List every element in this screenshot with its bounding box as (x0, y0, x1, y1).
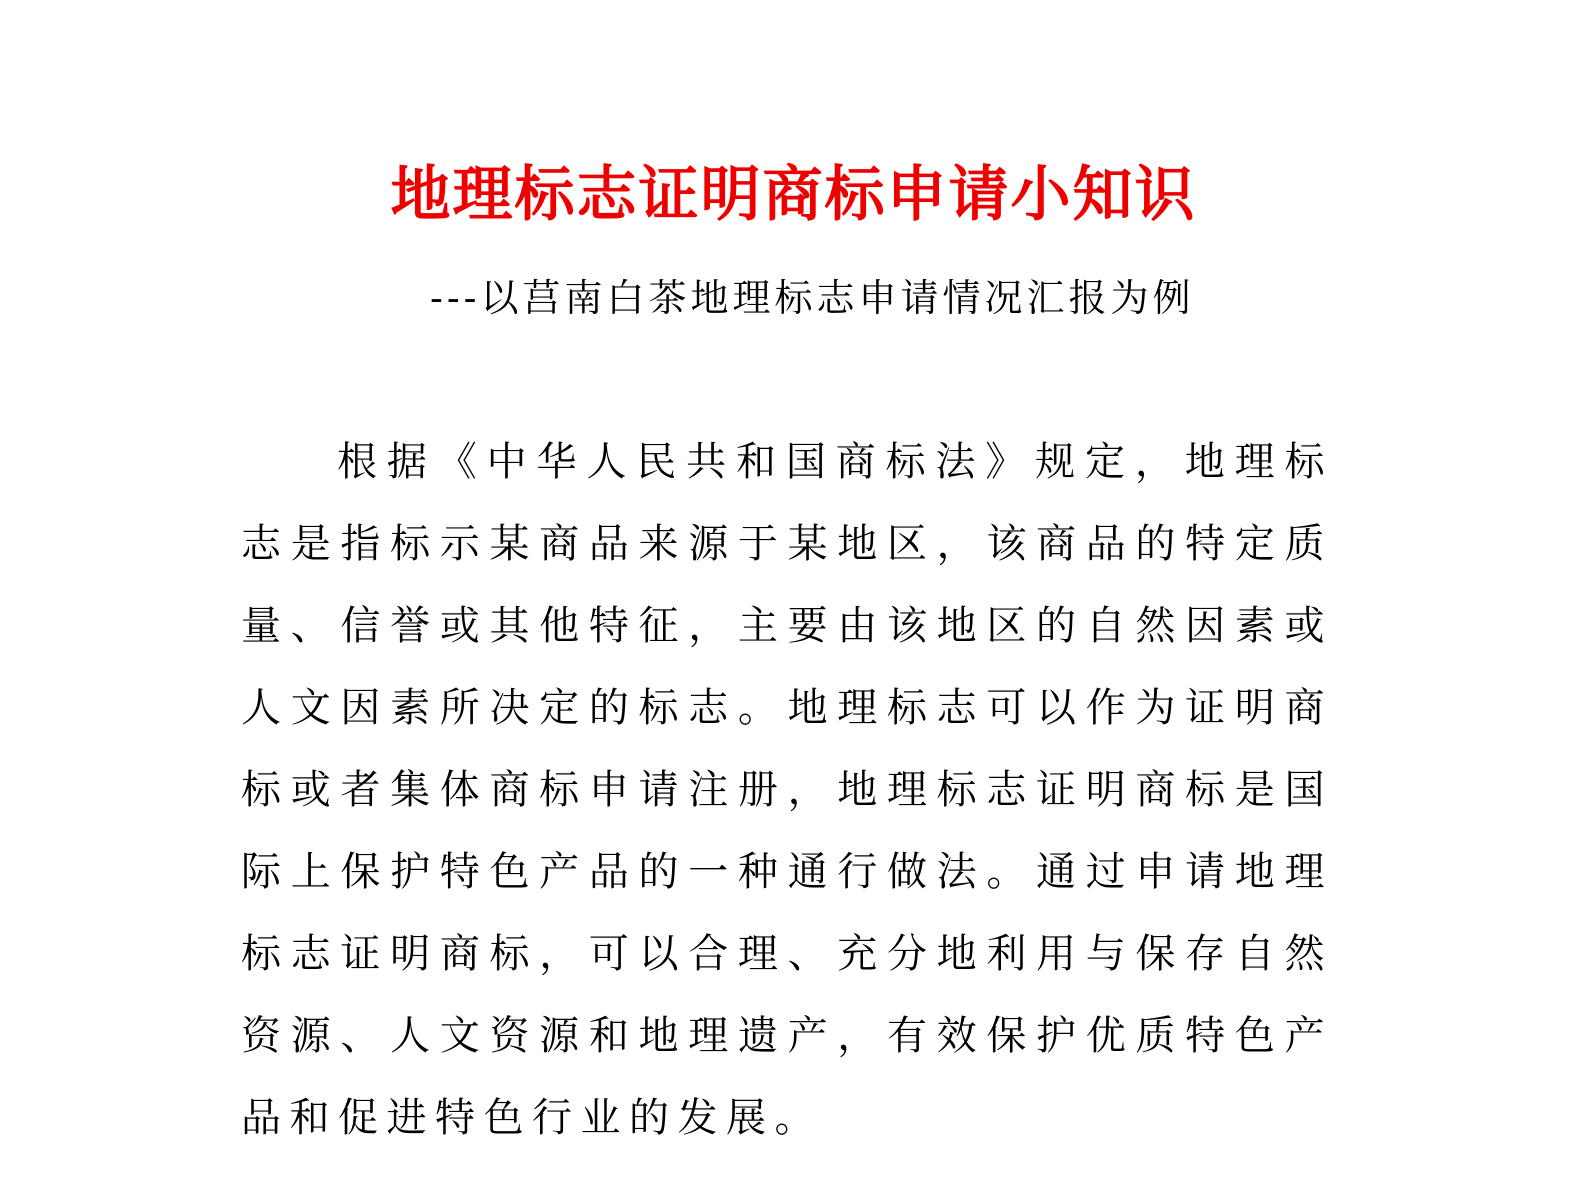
document-title: 地理标志证明商标申请小知识 (390, 160, 1197, 230)
document-subtitle: ---以莒南白茶地理标志申请情况汇报为例 (430, 276, 1195, 320)
body-paragraph: 根据《中华人民共和国商标法》规定，地理标志是指标示某商品来源于某地区，该商品的特定质量、信誉或其他特征，主要由该地区的自然因素或人文因素所决定的标志。地理标志可以作为证明商标或者集体商标申请注册，地理标志证明商标是国际上保护特色产品的一种通行做法。通过申请地理标志证明商标，可以合理、充分地利用与保存自然资源、人文资源和地理遗产，有效保护优质特色产品和促进特色行业的发展。 (241, 439, 1333, 1141)
